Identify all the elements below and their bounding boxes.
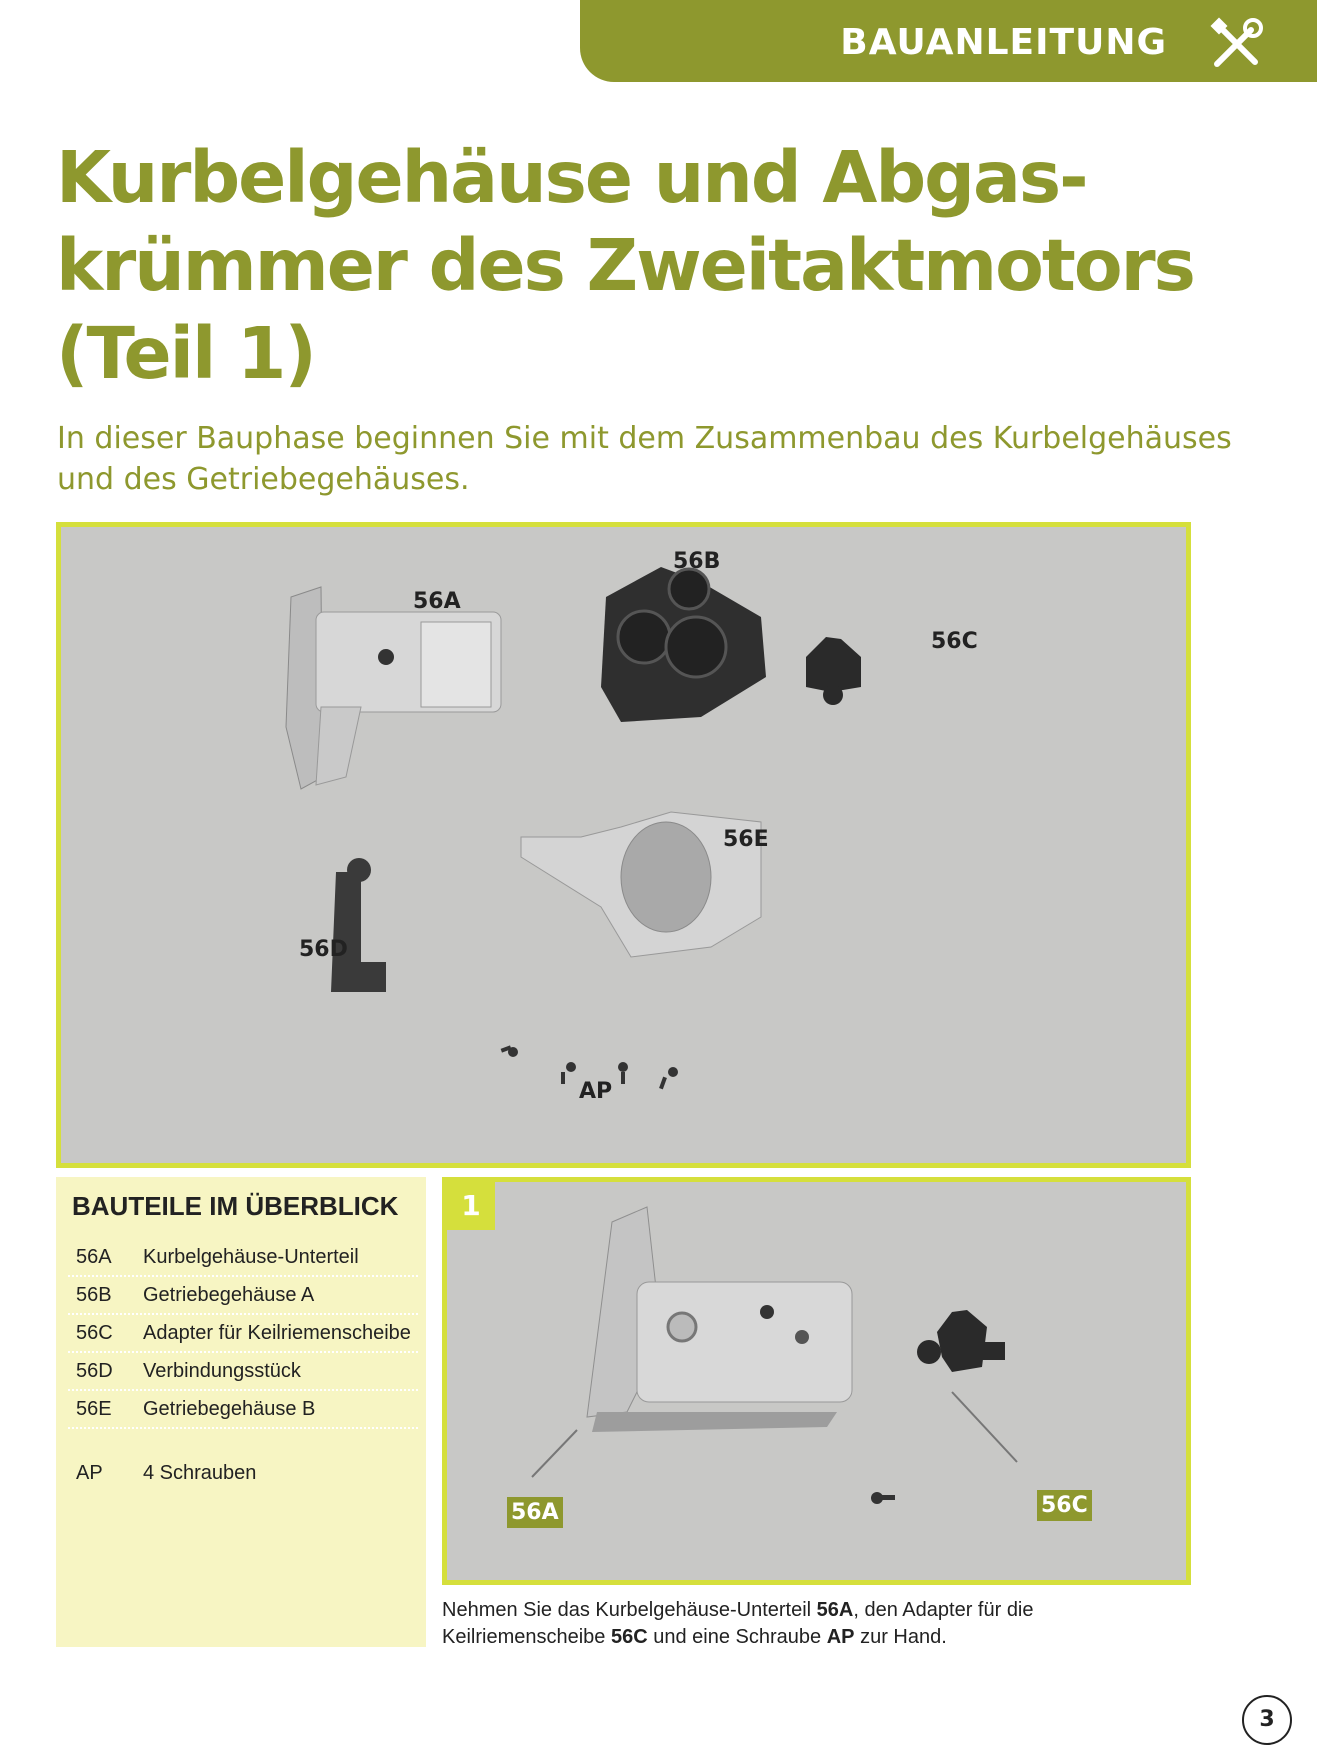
part-name: Kurbelgehäuse-Unterteil xyxy=(143,1246,359,1268)
parts-heading: BAUTEILE IM ÜBERBLICK xyxy=(72,1191,399,1221)
parts-row xyxy=(68,1453,418,1491)
section-label: BAUANLEITUNG xyxy=(840,22,1167,63)
parts-row xyxy=(68,1237,418,1277)
step-1-caption xyxy=(442,1597,1182,1651)
label-56d: 56D xyxy=(299,937,348,962)
parts-row xyxy=(68,1389,418,1429)
label-ap: AP xyxy=(579,1079,613,1104)
label-56c: 56C xyxy=(931,629,978,654)
part-name: Getriebegehäuse A xyxy=(143,1284,315,1306)
callout-56a: 56A xyxy=(507,1497,563,1528)
page-number: 3 xyxy=(1242,1695,1292,1745)
part-code: 56E xyxy=(76,1398,112,1420)
label-56b: 56B xyxy=(673,549,721,574)
section-tab xyxy=(580,0,1317,82)
part-code: 56B xyxy=(76,1284,112,1306)
ap-screw-step xyxy=(871,1492,895,1504)
caption-part-ref: 56C xyxy=(610,1626,648,1648)
part-name: Adapter für Keilriemenscheibe xyxy=(143,1322,411,1344)
part-name: Getriebegehäuse B xyxy=(143,1398,316,1420)
part-code: 56D xyxy=(76,1360,113,1382)
label-56a: 56A xyxy=(413,589,461,614)
title-line-1: Kurbelgehäuse und Abgas- xyxy=(56,136,1087,219)
part-56d-shape xyxy=(331,858,386,992)
caption-part-ref: 56A xyxy=(816,1599,854,1621)
part-code: 56C xyxy=(76,1322,113,1344)
title-line-3: (Teil 1) xyxy=(56,312,315,395)
parts-row xyxy=(68,1351,418,1391)
label-56e: 56E xyxy=(723,827,769,852)
tools-icon xyxy=(1205,14,1267,76)
caption-text: , den Adapter für die Keilriemenscheibe xyxy=(442,1599,1034,1648)
caption-text: zur Hand. xyxy=(854,1626,947,1648)
part-56b-shape xyxy=(601,567,766,722)
part-code: 56A xyxy=(76,1246,112,1268)
lead-paragraph: In dieser Bauphase beginnen Sie mit dem Zusammenbau des Kurbelgehäuses und des Getriebegehäuses. xyxy=(57,421,1232,497)
overview-photo xyxy=(56,522,1191,1168)
step-1-photo xyxy=(442,1177,1191,1585)
part-56c-shape xyxy=(806,637,861,705)
callout-56c: 56C xyxy=(1037,1490,1092,1521)
part-name: Verbindungsstück xyxy=(143,1360,301,1382)
parts-illustration xyxy=(61,527,1186,1163)
caption-text: und eine Schraube xyxy=(647,1626,827,1648)
caption-text: Nehmen Sie das Kurbelgehäuse-Unterteil xyxy=(442,1599,817,1621)
title-line-2: krümmer des Zweitaktmotors xyxy=(56,224,1194,307)
part-name: 4 Schrauben xyxy=(143,1462,257,1484)
part-56c-step-shape xyxy=(917,1310,1005,1372)
caption-part-ref: AP xyxy=(826,1626,855,1648)
part-code: AP xyxy=(76,1462,103,1484)
parts-row xyxy=(68,1313,418,1353)
parts-row xyxy=(68,1275,418,1315)
step-number: 1 xyxy=(447,1182,495,1230)
parts-overview xyxy=(56,1177,426,1647)
page-title xyxy=(56,134,1256,398)
part-56a-shape xyxy=(286,587,501,789)
part-56a-step-shape xyxy=(587,1207,852,1432)
